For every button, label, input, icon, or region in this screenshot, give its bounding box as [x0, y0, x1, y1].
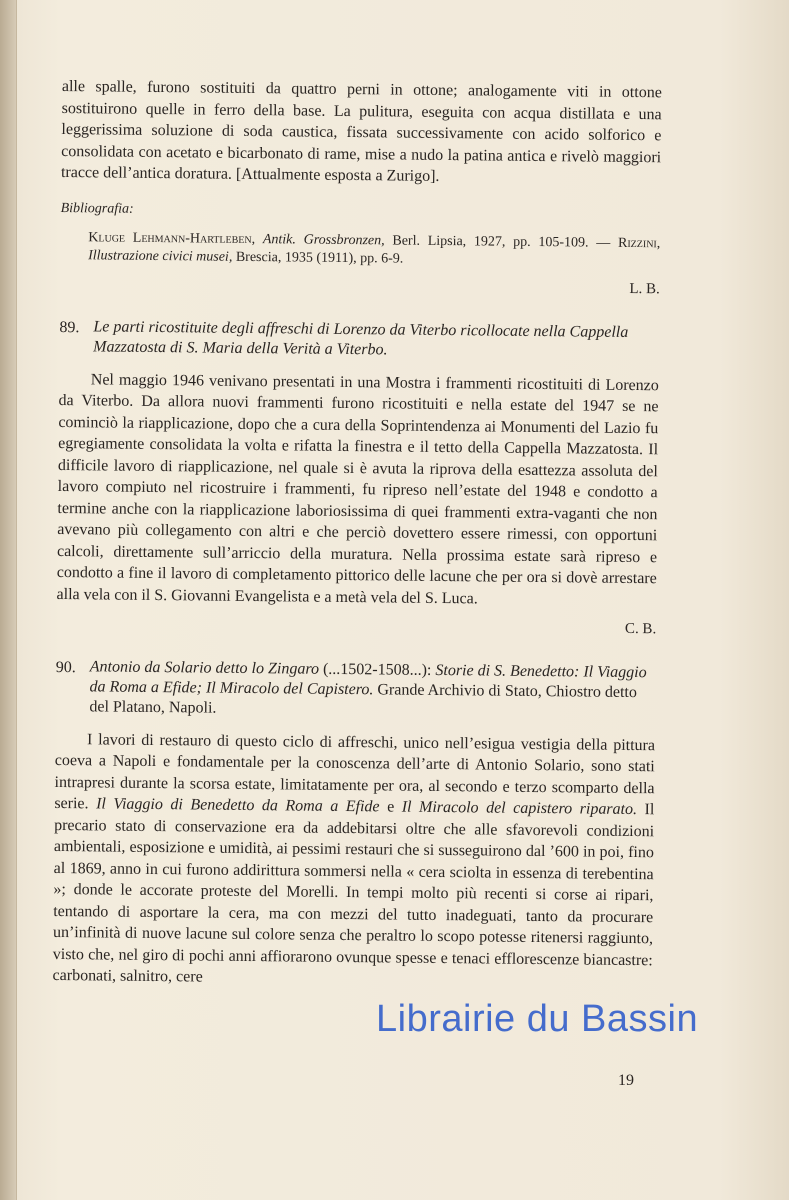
bibliography-entries	[60, 229, 660, 271]
section-89-title: Le parti ricostituite degli affreschi di Lorenzo da Viterbo ricollocate nella Cappella Mazzatosta di S. Maria della Verità a Viterbo.	[93, 317, 629, 358]
section-90-text-a: I lavori di restauro di questo ciclo di affreschi, unico nell’esigua vestigia della pittura coeva a Napoli e fondamentale per la conoscenza dell’arte di Antonio Solario, sono stati intrapresi durante la scorsa estate, limitatamente per ora, al secondo e terzo scomparto della serie.	[54, 730, 656, 813]
biblio-title-2: Illustrazione civici musei,	[88, 248, 233, 265]
section-90-paragraph	[52, 728, 655, 992]
section-90-title-artist: Antonio da Solario detto lo Zingaro	[89, 657, 320, 678]
section-90-text-e: Il precario stato di conservazione era da addebitarsi oltre che alle sfavorevoli condizioni ambientali, esposizione e umidità, ai pessimi restauri che si susseguirono dal ’600 in poi, fino al 1869, anno in cui furono addirittura sommersi nella « cera sciolta in essenza di terebentina »; donde le accorate proteste del Morelli. In tempi molto più recenti si corse ai ripari, tentando di asportare la cera, ma con mezzi del tutto inadeguati, tanto da procurare un’infinità di nuove lacune sul colore senza che peraltro lo scopo potesse ritenersi raggiunto, visto che, nel giro di pochi anni affiorarono ovunque spesse e tenaci efflorescenze biancastre: carbonati, salnitro, cere	[52, 801, 655, 986]
biblio-author-1: Kluge Lehmann-Hartleben,	[88, 230, 256, 248]
section-90-title-dates: (...1502-1508...):	[322, 660, 432, 679]
page-number: 19	[618, 1072, 634, 1089]
section-90-title-works: Storie di S. Benedetto: Il Viaggio da Roma a Efide; Il Miracolo del Capistero.	[89, 661, 647, 698]
biblio-rest-2: Brescia, 1935 (1911), pp. 6-9.	[235, 249, 404, 267]
biblio-author-2: — Rizzini,	[596, 235, 661, 252]
biblio-rest-1: Berl. Lipsia, 1927, pp. 105-109.	[392, 233, 589, 251]
section-90-title	[89, 657, 656, 723]
section-88-paragraph: alle spalle, furono sostituiti da quattro perni in ottone; analogamente viti in ottone sostituirono quelle in ferro della base. La pulitura, eseguita con acqua distillata e una leggerissima soluzione di soda caustica, fissata successivamente con acido solforico e consolidata con acetato e bicarbonato di rame, mise a nudo la patina antica e rivelò maggiori tracce dell’antica doratura. [Attualmente esposta a Zurigo].	[60, 77, 662, 185]
biblio-title-1: Antik. Grossbronzen,	[262, 232, 385, 249]
section-90-work-2: Il Miracolo del capistero riparato.	[401, 798, 638, 819]
section-90-title-location: Grande Archivio di Stato, Chiostro detto del Platano, Napoli.	[89, 680, 638, 717]
facing-page-edge	[0, 0, 17, 1200]
section-89-paragraph: Nel maggio 1946 venivano presentati in una Mostra i frammenti ricostituiti di Lorenzo da Viterbo. Da allora nuovi frammenti furono ricostituiti e nella estate del 1947 se ne cominciò la riapplicazione, dopo che a cura della Soprintendenza ai Monumenti del Lazio fu egregiamente consolidata la volta e rifatta la finestra e il tetto della Cappella Mazzatosta. Il difficile lavoro di riapplicazione, nel quale si è avuta la riprova della esattezza assoluta del lavoro compiuto nel ricostruire i frammenti, fu ripreso nell’estate del 1948 e condotto a termine anche con la riapplicazione laboriosissima di quei frammenti extra-vaganti che non avevano più collegamento con altri e che perciò dovettero essere rimessi, con opportuni calcoli, direttamente sull’arriccio della muratura. Nella prossima estate sarà ripreso e condotto a fine il lavoro di completamento pittorico delle lacune che per ora si dovè arrestare alla vela con il S. Giovanni Evangelista e a metà vela del S. Luca.	[56, 370, 659, 607]
watermark: Librairie du Bassin	[376, 998, 699, 1040]
section-89-initials: C. B.	[624, 620, 657, 638]
section-90-work-1: Il Viaggio di Benedetto da Roma a Efide	[96, 795, 380, 816]
page-body	[52, 76, 662, 993]
section-88-initials: L. B.	[629, 280, 660, 298]
section-90-heading	[55, 656, 656, 722]
section-90-text-c: e	[387, 798, 395, 816]
bibliography-label: Bibliografia:	[60, 200, 134, 217]
section-89-heading	[59, 316, 659, 362]
section-90-number: 90.	[55, 658, 76, 676]
section-89-number: 89.	[59, 318, 80, 336]
